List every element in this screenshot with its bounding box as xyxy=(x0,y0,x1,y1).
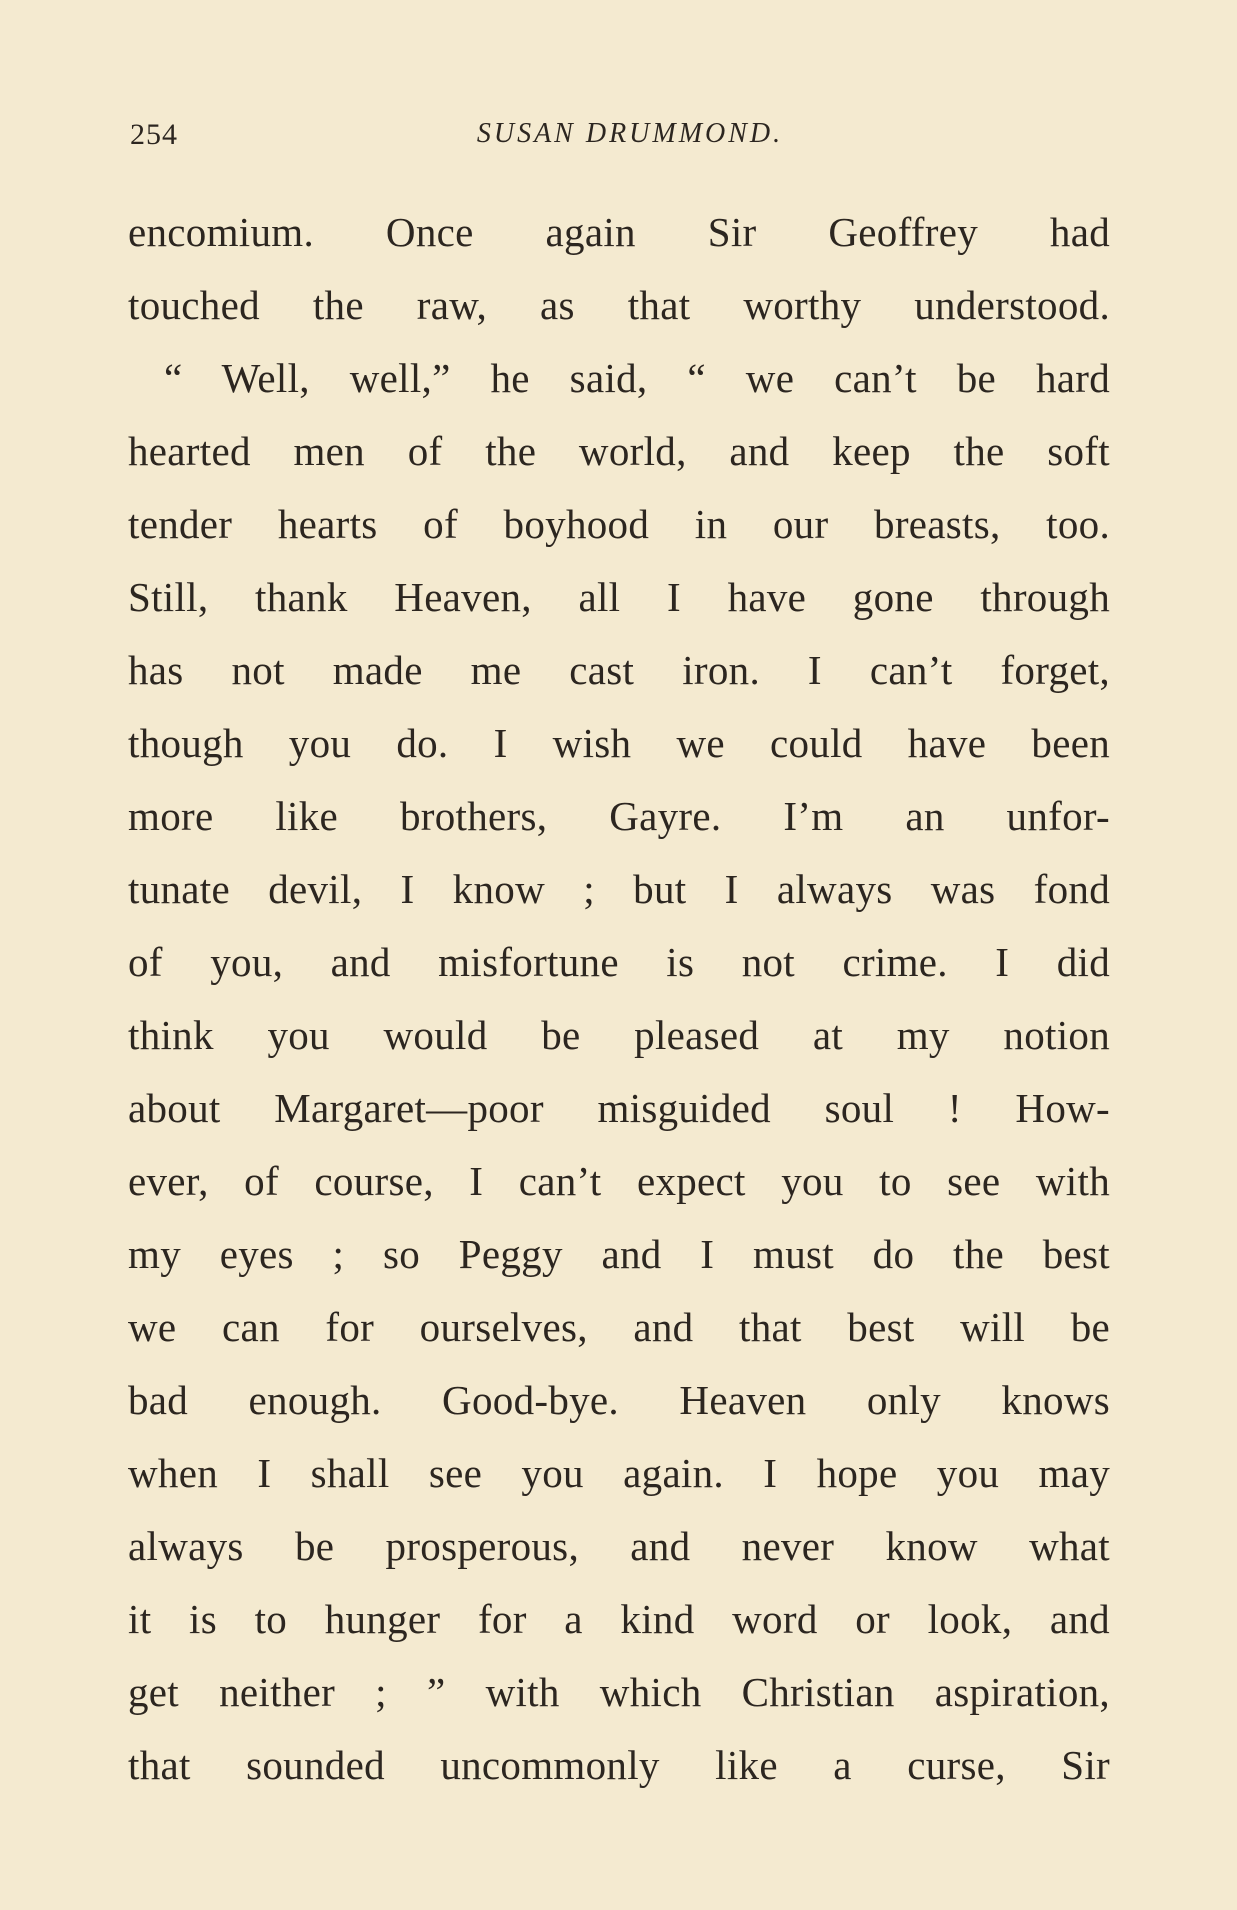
running-head xyxy=(130,118,1110,158)
text-line: though you do. I wish we could have been xyxy=(128,720,1110,766)
text-line: touched the raw, as that worthy understood. xyxy=(128,282,1110,328)
text-line: more like brothers, Gayre. I’m an unfor- xyxy=(128,793,1110,839)
running-title: SUSAN DRUMMOND. xyxy=(476,118,784,149)
text-line: encomium. Once again Sir Geoffrey had xyxy=(128,209,1110,255)
text-line: always be prosperous, and never know what xyxy=(128,1523,1110,1569)
text-line: has not made me cast iron. I can’t forget, xyxy=(128,647,1110,693)
text-line: hearted men of the world, and keep the soft xyxy=(128,428,1110,474)
text-line: that sounded uncommonly like a curse, Sir xyxy=(128,1742,1110,1788)
text-line: “ Well, well,” he said, “ we can’t be hard xyxy=(164,355,1110,401)
text-line: tunate devil, I know ; but I always was fond xyxy=(128,866,1110,912)
text-line: ever, of course, I can’t expect you to see with xyxy=(128,1158,1110,1204)
text-line: when I shall see you again. I hope you may xyxy=(128,1450,1110,1496)
text-line: bad enough. Good-bye. Heaven only knows xyxy=(128,1377,1110,1423)
text-line: tender hearts of boyhood in our breasts, too. xyxy=(128,501,1110,547)
body-text xyxy=(128,196,1110,1802)
text-line: of you, and misfortune is not crime. I did xyxy=(128,939,1110,985)
text-line: Still, thank Heaven, all I have gone through xyxy=(128,574,1110,620)
page-number: 254 xyxy=(130,118,178,151)
text-line: about Margaret—poor misguided soul ! How- xyxy=(128,1085,1110,1131)
text-line: it is to hunger for a kind word or look, and xyxy=(128,1596,1110,1642)
text-line: my eyes ; so Peggy and I must do the best xyxy=(128,1231,1110,1277)
text-line: get neither ; ” with which Christian aspiration, xyxy=(128,1669,1110,1715)
text-line: we can for ourselves, and that best will be xyxy=(128,1304,1110,1350)
text-line: think you would be pleased at my notion xyxy=(128,1012,1110,1058)
